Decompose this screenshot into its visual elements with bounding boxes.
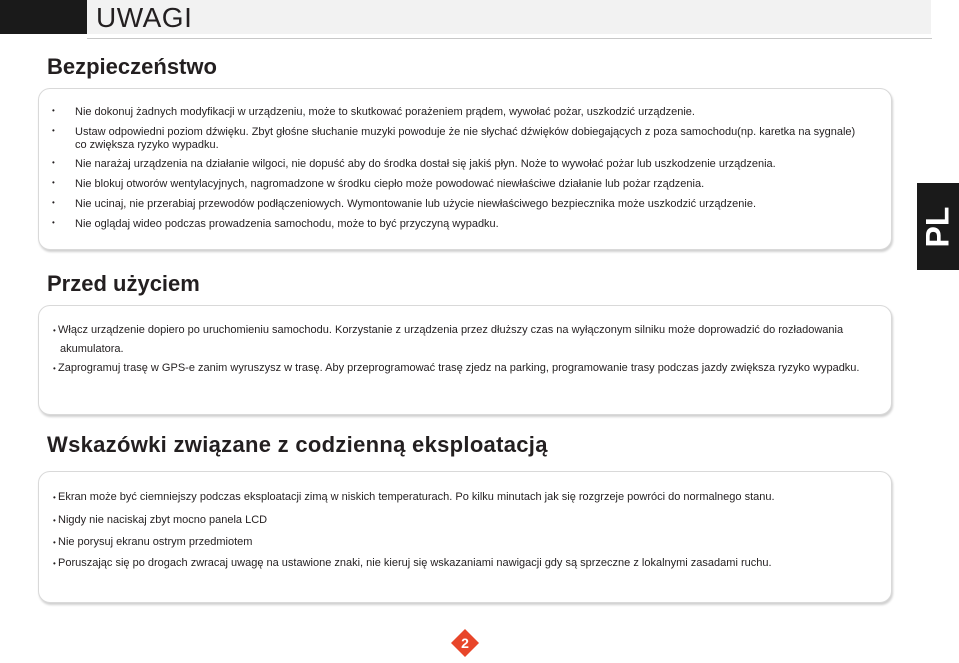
bullet: • xyxy=(53,493,56,502)
list-item: Włącz urządzenie dopiero po uruchomieniu samochodu. Korzystanie z urządzenia przez dłuższy czas na wyłączonym silniku może doprowadzić do rozładowania xyxy=(58,324,844,336)
list-item: Nie ucinaj, nie przerabiaj przewodów podłączeniowych. Wymontowanie lub użycie niewłaściwego bezpiecznika może uszkodzić urządzenie. xyxy=(75,198,757,210)
bullet: • xyxy=(53,538,56,547)
list-item: Nie oglądaj wideo podczas prowadzenia samochodu, może to być przyczyną wypadku. xyxy=(75,218,499,230)
list-item: Ustaw odpowiedni poziom dźwięku. Zbyt głośne słuchanie muzyki powoduje że nie słychać dźwięków dobiegających z poza samochodu(np. karetka na sygnale) xyxy=(75,126,856,138)
bullet: • xyxy=(53,364,56,373)
section-heading-before-use: Przed użyciem xyxy=(47,271,200,296)
list-item: Nie porysuj ekranu ostrym przedmiotem xyxy=(58,536,253,548)
bullet: • xyxy=(52,178,55,187)
list-item-continuation: akumulatora. xyxy=(60,343,124,355)
list-item: Nie blokuj otworów wentylacyjnych, nagromadzone w środku ciepło może powodować niewłaściwe działanie lub pożar rządzenia. xyxy=(75,178,705,190)
language-tab-label: PL xyxy=(919,206,956,247)
bullet: • xyxy=(52,158,55,167)
page-number-badge xyxy=(450,628,480,658)
list-item-continuation: co zwiększa ryzyko wypadku. xyxy=(75,139,219,151)
header-dark-block xyxy=(0,0,87,34)
header-title-box xyxy=(87,0,931,34)
section-heading-daily-use: Wskazówki związane z codzienną eksploatacją xyxy=(47,432,548,457)
list-item: Nie narażaj urządzenia na działanie wilgoci, nie dopuść aby do środka dostał się jakiś płyn. Noże to wywołać pożar lub uszkodzenie urządzenia. xyxy=(75,158,776,170)
list-item: Nie dokonuj żadnych modyfikacji w urządzeniu, może to skutkować porażeniem prądem, wywołać pożar, uszkodzić urządzenie. xyxy=(75,106,695,118)
list-item: Poruszając się po drogach zwracaj uwagę na ustawione znaki, nie kieruj się wskazaniami nawigacji gdy są sprzeczne z lokalnymi zasadami ruchu. xyxy=(58,557,772,569)
diamond-icon xyxy=(450,628,480,658)
section-heading-safety: Bezpieczeństwo xyxy=(47,54,217,79)
list-item: Zaprogramuj trasę w GPS-e zanim wyruszysz w trasę. Aby przeprogramować trasę zjedz na parking, programowanie trasy podczas jazdy zwiększa ryzyko wypadku. xyxy=(58,362,860,374)
bullet: • xyxy=(52,218,55,227)
bullet: • xyxy=(52,198,55,207)
bullet: • xyxy=(53,516,56,525)
list-item: Nigdy nie naciskaj zbyt mocno panela LCD xyxy=(58,514,268,526)
bullet: • xyxy=(53,559,56,568)
page-number: 2 xyxy=(461,635,469,651)
language-tab xyxy=(917,183,959,270)
title-underline xyxy=(87,38,932,39)
list-item: Ekran może być ciemniejszy podczas eksploatacji zimą w niskich temperaturach. Po kilku minutach jak się rozgrzeje powróci do normalnego stanu. xyxy=(58,491,775,503)
bullet: • xyxy=(53,326,56,335)
bullet: • xyxy=(52,106,55,115)
page-title: UWAGI xyxy=(96,2,193,33)
bullet: • xyxy=(52,126,55,135)
